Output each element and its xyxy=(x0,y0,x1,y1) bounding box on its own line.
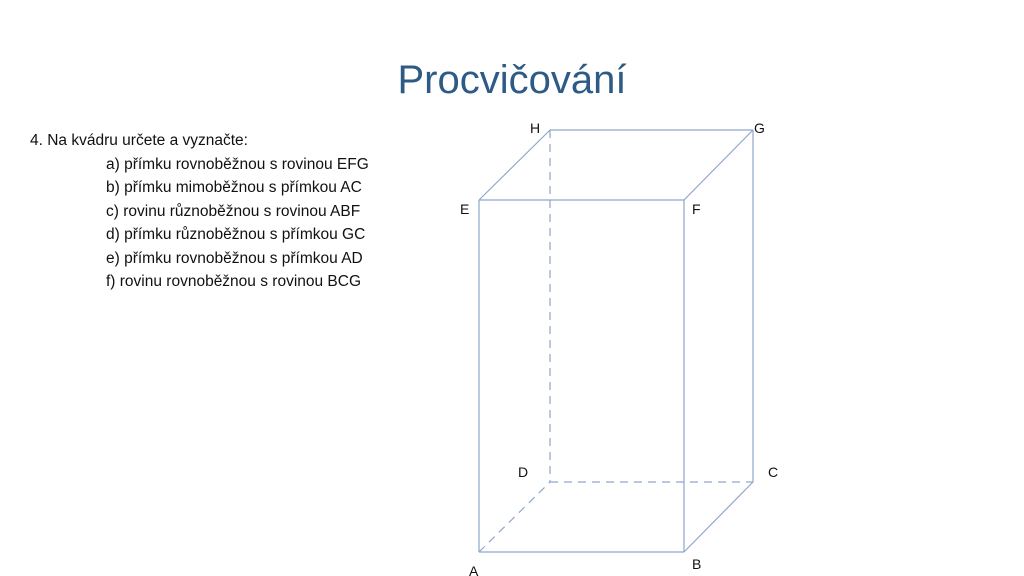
task-item-b: b) přímku mimoběžnou s přímkou AC xyxy=(106,179,362,196)
task-item-d: d) přímku různoběžnou s přímkou GC xyxy=(106,226,366,243)
vertex-label-g: G xyxy=(754,120,765,136)
edge-eh xyxy=(479,130,550,200)
edge-ad xyxy=(479,482,550,552)
vertex-label-h: H xyxy=(530,120,541,136)
vertex-label-b: B xyxy=(692,556,702,572)
vertex-label-f: F xyxy=(692,201,701,217)
edge-bc xyxy=(684,482,753,552)
slide-title: Procvičování xyxy=(397,58,627,102)
task-item-f: f) rovinu rovnoběžnou s rovinou BCG xyxy=(106,273,362,290)
vertex-label-d: D xyxy=(518,464,529,480)
edge-fg xyxy=(684,130,753,200)
task-item-a: a) přímku rovnoběžnou s rovinou EFG xyxy=(106,155,369,173)
task-item-c: c) rovinu různoběžnou s rovinou ABF xyxy=(106,202,361,220)
task-intro: 4. Na kvádru určete a vyznačte: xyxy=(30,132,248,149)
task-item-e: e) přímku rovnoběžnou s přímkou AD xyxy=(106,249,363,267)
vertex-label-a: A xyxy=(469,563,479,576)
vertex-label-e: E xyxy=(460,201,470,217)
vertex-label-c: C xyxy=(768,464,779,480)
